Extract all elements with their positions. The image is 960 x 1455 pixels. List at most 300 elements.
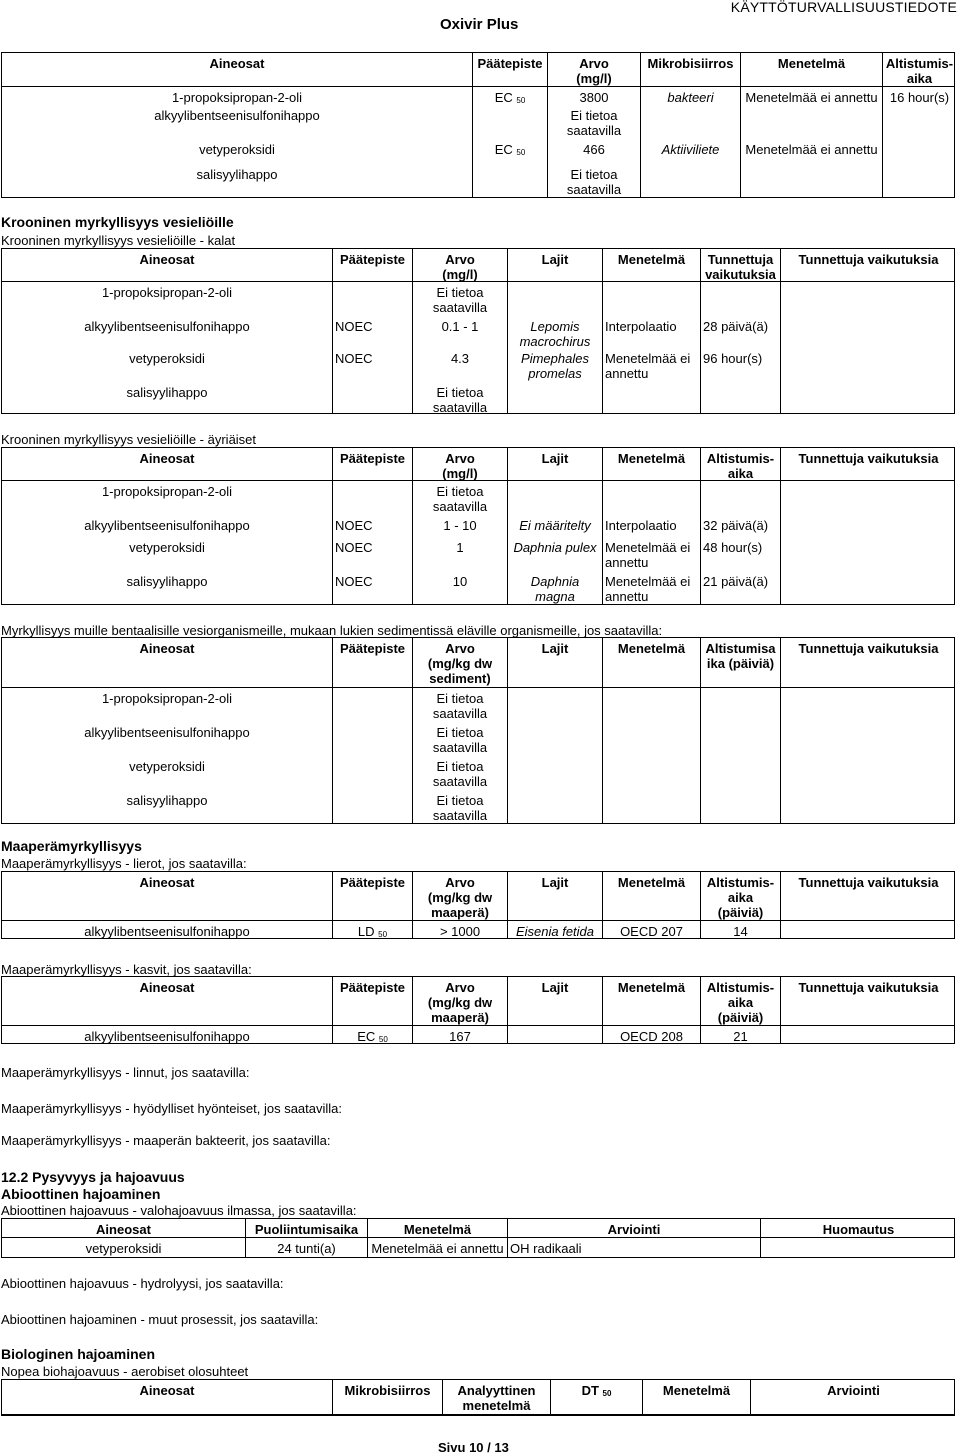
- table-cell: [602, 688, 700, 722]
- cell-line: Aineosat: [139, 641, 195, 656]
- table-cell: [780, 282, 956, 316]
- table-cell: [547, 139, 640, 164]
- cell-line: Ei määritelty: [519, 518, 591, 533]
- table-header-row: [2, 977, 954, 1026]
- table-cell: [507, 722, 602, 756]
- cell-line: Lajit: [541, 980, 569, 995]
- table-cell: [700, 921, 780, 939]
- table-cell: [780, 722, 956, 756]
- table-header-cell: [602, 638, 700, 687]
- cell-line: vetyperoksidi: [85, 1241, 162, 1256]
- table-header-cell: [700, 638, 780, 687]
- table-cell: [412, 571, 507, 605]
- cell-line: 10: [452, 574, 468, 589]
- cell-line: Päätepiste: [339, 875, 406, 890]
- table-cell: [507, 515, 602, 537]
- table-row: [2, 164, 954, 198]
- table-cell: [2, 382, 332, 414]
- table-row: [2, 282, 954, 316]
- table-cell: [507, 382, 602, 414]
- table-cell: [2, 481, 332, 515]
- cell-line: Interpolaatio: [605, 518, 677, 533]
- table-row: [2, 790, 954, 824]
- table-row: [2, 382, 954, 414]
- cell-line: Menetelmää ei: [605, 574, 691, 589]
- cell-line: Aineosat: [139, 252, 195, 267]
- table-header-cell: [2, 977, 332, 1025]
- biodegradation-heading: Biologinen hajoaminen: [1, 1346, 156, 1362]
- soil-bacteria-line: Maaperämyrkyllisyys - maaperän bakteerit, jos saatavilla:: [1, 1133, 331, 1148]
- other-processes-line: Abioottinen hajoaminen - muut prosessit, jos saatavilla:: [1, 1312, 319, 1327]
- cell-line: Altistumis-: [706, 980, 775, 995]
- table-cell: [780, 1026, 956, 1044]
- cell-line: Päätepiste: [339, 252, 406, 267]
- table-header-cell: [700, 977, 780, 1025]
- cell-line: saatavilla: [432, 300, 488, 315]
- cell-line: (mg/kg dw: [427, 890, 493, 905]
- cell-line: Arviointi: [827, 1383, 880, 1398]
- table-cell: [700, 1026, 780, 1044]
- table-cell: [780, 688, 956, 722]
- table-cell: [332, 537, 412, 571]
- cell-line: Lajit: [541, 252, 569, 267]
- cell-line: Päätepiste: [339, 641, 406, 656]
- table-header-cell: [547, 53, 640, 86]
- table-cell: [412, 316, 507, 348]
- cell-line: 1: [456, 540, 464, 555]
- cell-line: 1-propoksipropan-2-oli: [171, 90, 303, 105]
- cell-line: maaperä): [431, 1010, 489, 1025]
- table-cell: [412, 481, 507, 515]
- table-cell: [472, 87, 547, 105]
- table-header-cell: [507, 1219, 760, 1237]
- table-header-row: [2, 872, 954, 921]
- cell-line: Eisenia fetida: [515, 924, 595, 939]
- document-type: KÄYTTÖTURVALLISUUSTIEDOTE: [730, 0, 957, 15]
- table-cell: [700, 722, 780, 756]
- table-header-cell: [332, 638, 412, 687]
- subscript: 50: [516, 96, 526, 105]
- cell-line: Menetelmää ei: [605, 540, 691, 555]
- cell-line: NOEC: [335, 319, 373, 334]
- table-cell: [740, 164, 882, 198]
- cell-line: aika: [727, 890, 754, 905]
- cell-line: Arvo: [579, 56, 609, 71]
- cell-line: vetyperoksidi: [199, 142, 275, 157]
- cell-text: EC: [357, 1029, 379, 1044]
- cell-line: 1 - 10: [443, 518, 477, 533]
- cell-line: Tunnettuja vaikutuksia: [798, 875, 939, 890]
- table-row: [2, 105, 954, 139]
- table-row: [2, 1026, 954, 1044]
- cell-line: 32 päivä(ä): [703, 518, 769, 533]
- cell-line: Daphnia pulex: [513, 540, 597, 555]
- cell-line: vaikutuksia: [705, 267, 776, 281]
- table-header-cell: [780, 249, 956, 281]
- cell-line: NOEC: [335, 540, 373, 555]
- cell-line: (päiviä): [717, 905, 764, 920]
- table-header-cell: [412, 448, 507, 480]
- cell-line: alkyylibentseenisulfonihappo: [84, 518, 250, 533]
- table-header-cell: [412, 249, 507, 281]
- table-cell: [2, 537, 332, 571]
- cell-line: Menetelmää ei annettu: [745, 142, 878, 157]
- cell-line: Aineosat: [96, 1222, 151, 1237]
- table-cell: [602, 571, 700, 605]
- cell-line: Ei tietoa: [436, 793, 484, 808]
- abiotic-heading: Abioottinen hajoaminen: [1, 1186, 161, 1202]
- table-header-cell: [550, 1380, 642, 1414]
- cell-line: promelas: [528, 366, 582, 381]
- cell-line: magna: [535, 589, 575, 604]
- hydrolysis-line: Abioottinen hajoavuus - hydrolyysi, jos saatavilla:: [1, 1276, 284, 1291]
- table-cell: [472, 139, 547, 164]
- cell-line: aika: [727, 466, 754, 480]
- table-row: [2, 515, 954, 537]
- table-cell: [507, 756, 602, 790]
- cell-line: Päätepiste: [339, 980, 406, 995]
- cell-line: OECD 208: [620, 1029, 683, 1044]
- table-cell: [332, 688, 412, 722]
- soil-birds-line: Maaperämyrkyllisyys - linnut, jos saatavilla:: [1, 1065, 250, 1080]
- table-cell: [700, 515, 780, 537]
- cell-line: Menetelmä: [617, 641, 686, 656]
- cell-line: saatavilla: [432, 400, 488, 414]
- table-header-cell: [780, 448, 956, 480]
- chronic-fish-table: [1, 248, 955, 414]
- cell-line: Huomautus: [822, 1222, 895, 1237]
- subscript: 50: [516, 148, 526, 157]
- table-row: [2, 537, 954, 571]
- table-header-cell: [602, 977, 700, 1025]
- cell-line: Ei tietoa: [436, 725, 484, 740]
- cell-line: 96 hour(s): [703, 351, 763, 366]
- table-cell: [332, 921, 412, 939]
- table-cell: [332, 722, 412, 756]
- cell-line: saatavilla: [566, 123, 622, 138]
- table-header-cell: [760, 1219, 956, 1237]
- table-header-row: [2, 1219, 954, 1238]
- cell-line: Arvo: [445, 252, 475, 267]
- table-header-cell: [507, 977, 602, 1025]
- cell-line: NOEC: [335, 518, 373, 533]
- cell-line: Ei tietoa: [436, 385, 484, 400]
- cell-line: Tunnettuja: [707, 252, 774, 267]
- table-cell: [332, 571, 412, 605]
- table-cell: [640, 87, 740, 105]
- table-cell: [882, 164, 956, 198]
- cell-line: Pimephales: [521, 351, 589, 366]
- cell-line: Ei tietoa: [436, 285, 484, 300]
- soil-toxicity-heading: Maaperämyrkyllisyys: [1, 838, 142, 854]
- table-header-cell: [642, 1380, 750, 1414]
- table-cell: [332, 756, 412, 790]
- cell-line: 48 hour(s): [703, 540, 763, 555]
- product-name: Oxivir Plus: [440, 16, 519, 33]
- table-row: [2, 348, 954, 382]
- acute-microorganism-table: [1, 52, 955, 198]
- table-header-row: [2, 1380, 954, 1415]
- table-cell: [602, 790, 700, 824]
- table-header-cell: [780, 872, 956, 920]
- table-cell: [602, 515, 700, 537]
- table-header-cell: [245, 1219, 367, 1237]
- cell-line: saatavilla: [432, 740, 488, 755]
- persistence-heading: 12.2 Pysyvyys ja hajoavuus: [1, 1169, 185, 1185]
- cell-line: salisyylihappo: [126, 385, 208, 400]
- cell-line: Menetelmää ei: [605, 351, 691, 366]
- table-header-cell: [882, 53, 956, 86]
- table-cell: [780, 756, 956, 790]
- cell-line: Aktiiviliete: [661, 142, 720, 157]
- table-header-cell: [640, 53, 740, 86]
- table-cell: [412, 688, 507, 722]
- table-cell: [882, 105, 956, 139]
- table-cell: [332, 790, 412, 824]
- table-header-cell: [507, 249, 602, 281]
- table-cell: [602, 1026, 700, 1044]
- table-header-cell: [507, 638, 602, 687]
- soil-plants-subheading: Maaperämyrkyllisyys - kasvit, jos saatavilla:: [1, 962, 252, 977]
- table-header-cell: [2, 638, 332, 687]
- table-header-cell: [412, 977, 507, 1025]
- table-cell: [780, 515, 956, 537]
- cell-line: alkyylibentseenisulfonihappo: [84, 924, 250, 939]
- table-cell: [780, 382, 956, 414]
- cell-line: Aineosat: [139, 875, 195, 890]
- table-cell: [780, 790, 956, 824]
- cell-line: Päätepiste: [339, 451, 406, 466]
- soil-plants-table: [1, 976, 955, 1044]
- table-cell: [700, 790, 780, 824]
- chronic-toxicity-heading: Krooninen myrkyllisyys vesieliöille: [1, 214, 234, 230]
- soil-worms-table: [1, 871, 955, 939]
- table-cell: [507, 537, 602, 571]
- table-header-cell: [412, 872, 507, 920]
- cell-line: menetelmä: [462, 1398, 531, 1413]
- cell-line: Ei tietoa: [436, 759, 484, 774]
- cell-line: 167: [449, 1029, 471, 1044]
- table-cell: [602, 722, 700, 756]
- cell-line: alkyylibentseenisulfonihappo: [84, 319, 250, 334]
- cell-line: NOEC: [335, 351, 373, 366]
- table-cell: [882, 139, 956, 164]
- table-header-cell: [412, 638, 507, 687]
- table-cell: [507, 481, 602, 515]
- cell-line: Tunnettuja vaikutuksia: [798, 451, 939, 466]
- cell-line: saatavilla: [432, 774, 488, 789]
- cell-line: macrochirus: [519, 334, 591, 348]
- table-header-row: [2, 249, 954, 282]
- cell-line: Menetelmää ei annettu: [371, 1241, 504, 1256]
- cell-line: Menetelmä: [617, 451, 686, 466]
- cell-line: salisyylihappo: [126, 793, 208, 808]
- cell-line: sediment): [429, 671, 491, 686]
- cell-line: OECD 207: [620, 924, 683, 939]
- table-cell: [640, 164, 740, 198]
- table-header-cell: [507, 448, 602, 480]
- table-cell: [2, 87, 472, 105]
- table-row: [2, 571, 954, 605]
- table-cell: [760, 1238, 956, 1258]
- table-cell: [507, 282, 602, 316]
- table-row: [2, 87, 954, 105]
- cell-line: 0.1 - 1: [441, 319, 479, 334]
- table-cell: [2, 282, 332, 316]
- table-header-cell: [2, 249, 332, 281]
- table-cell: [602, 481, 700, 515]
- table-header-cell: [780, 638, 956, 687]
- subscript: 50: [378, 1035, 388, 1044]
- table-cell: [2, 139, 472, 164]
- table-cell: [332, 316, 412, 348]
- soil-worms-subheading: Maaperämyrkyllisyys - lierot, jos saatavilla:: [1, 856, 247, 871]
- cell-line: Lajit: [541, 875, 569, 890]
- table-cell: [740, 139, 882, 164]
- table-cell: [2, 515, 332, 537]
- subscript: 50: [378, 930, 388, 939]
- cell-line: bakteeri: [667, 90, 714, 105]
- table-header-cell: [700, 872, 780, 920]
- cell-line: Aineosat: [139, 451, 195, 466]
- table-cell: [547, 87, 640, 105]
- table-cell: [602, 756, 700, 790]
- cell-line: vetyperoksidi: [129, 759, 205, 774]
- table-header-cell: [780, 977, 956, 1025]
- cell-text: DT: [581, 1383, 603, 1398]
- table-cell: [780, 921, 956, 939]
- table-header-cell: [700, 249, 780, 281]
- table-cell: [700, 348, 780, 382]
- cell-line: alkyylibentseenisulfonihappo: [84, 1029, 250, 1044]
- table-header-cell: [2, 53, 472, 86]
- cell-line: alkyylibentseenisulfonihappo: [154, 108, 320, 123]
- cell-line: saatavilla: [432, 808, 488, 823]
- cell-text: EC: [494, 142, 517, 157]
- cell-text: EC: [494, 90, 517, 105]
- cell-line: 1-propoksipropan-2-oli: [101, 691, 233, 706]
- chronic-crustacean-subheading: Krooninen myrkyllisyys vesieliöille - äyriäiset: [1, 432, 257, 447]
- table-cell: [602, 348, 700, 382]
- cell-line: (mg/l): [442, 267, 478, 281]
- table-cell: [700, 382, 780, 414]
- cell-line: NOEC: [335, 574, 373, 589]
- table-cell: [412, 722, 507, 756]
- table-cell: [507, 921, 602, 939]
- table-header-cell: [2, 1380, 332, 1414]
- cell-line: Arvo: [445, 875, 475, 890]
- table-header-cell: [472, 53, 547, 86]
- table-cell: [2, 316, 332, 348]
- table-cell: [780, 348, 956, 382]
- table-header-row: [2, 448, 954, 481]
- cell-line: (päiviä): [717, 1010, 764, 1025]
- cell-line: Menetelmä: [617, 875, 686, 890]
- page-number: Sivu 10 / 13: [438, 1440, 509, 1455]
- table-cell: [2, 105, 472, 139]
- cell-line: OH radikaali: [510, 1241, 582, 1256]
- cell-line: Päätepiste: [477, 56, 543, 71]
- table-cell: [2, 571, 332, 605]
- table-cell: [780, 316, 956, 348]
- table-cell: [332, 282, 412, 316]
- cell-line: 21: [733, 1029, 748, 1044]
- cell-line: Mikrobisiirros: [647, 56, 734, 71]
- table-cell: [602, 382, 700, 414]
- cell-line: Aineosat: [209, 56, 265, 71]
- cell-line: Arviointi: [607, 1222, 661, 1237]
- table-cell: [472, 105, 547, 139]
- table-header-cell: [332, 249, 412, 281]
- table-cell: [507, 348, 602, 382]
- table-cell: [2, 164, 472, 198]
- table-cell: [740, 87, 882, 105]
- benthic-subheading: Myrkyllisyys muille bentaalisille vesiorganismeille, mukaan lukien sedimentissä eläville organismeille, jos saatavilla:: [1, 623, 663, 638]
- cell-line: salisyylihappo: [196, 167, 278, 182]
- cell-line: 4.3: [450, 351, 470, 366]
- table-cell: [412, 348, 507, 382]
- table-header-cell: [602, 872, 700, 920]
- table-header-cell: [442, 1380, 550, 1414]
- table-cell: [700, 537, 780, 571]
- cell-text: LD: [357, 924, 379, 939]
- table-header-cell: [740, 53, 882, 86]
- cell-line: 16 hour(s): [889, 90, 950, 105]
- table-cell: [2, 921, 332, 939]
- table-cell: [412, 282, 507, 316]
- table-cell: [780, 481, 956, 515]
- table-header-cell: [750, 1380, 956, 1414]
- cell-line: aika: [727, 995, 754, 1010]
- table-cell: [547, 164, 640, 198]
- table-cell: [700, 571, 780, 605]
- soil-insects-line: Maaperämyrkyllisyys - hyödylliset hyönteiset, jos saatavilla:: [1, 1101, 343, 1116]
- cell-line: saatavilla: [432, 499, 488, 514]
- cell-line: 28 päivä(ä): [703, 319, 769, 334]
- table-cell: [332, 515, 412, 537]
- table-row: [2, 688, 954, 722]
- table-cell: [332, 382, 412, 414]
- cell-line: ika (päiviä): [706, 656, 775, 671]
- cell-line: Tunnettuja vaikutuksia: [798, 641, 939, 656]
- table-row: [2, 481, 954, 515]
- cell-line: Ei tietoa: [436, 691, 484, 706]
- cell-line: Altistumis-: [885, 56, 954, 71]
- chronic-fish-subheading: Krooninen myrkyllisyys vesieliöille - kalat: [1, 233, 236, 248]
- table-cell: [507, 1026, 602, 1044]
- cell-line: 3800: [579, 90, 609, 105]
- cell-line: Ei tietoa: [436, 484, 484, 499]
- photo-subheading: Abioottinen hajoavuus - valohajoavuus ilmassa, jos saatavilla:: [1, 1203, 357, 1218]
- subscript: 50: [602, 1389, 612, 1398]
- cell-line: (mg/kg dw: [427, 656, 493, 671]
- table-row: [2, 756, 954, 790]
- table-header-cell: [602, 448, 700, 480]
- benthic-table: [1, 637, 955, 824]
- cell-line: Altistumis-: [706, 451, 775, 466]
- table-cell: [780, 571, 956, 605]
- table-header-cell: [332, 1380, 442, 1414]
- cell-line: annettu: [605, 589, 649, 604]
- aerobic-subheading: Nopea biohajoavuus - aerobiset olosuhteet: [1, 1364, 249, 1379]
- cell-line: (mg/l): [442, 466, 478, 480]
- table-cell: [2, 790, 332, 824]
- cell-line: Menetelmä: [777, 56, 846, 71]
- table-header-row: [2, 638, 954, 688]
- cell-line: vetyperoksidi: [129, 351, 205, 366]
- table-cell: [2, 348, 332, 382]
- table-cell: [780, 537, 956, 571]
